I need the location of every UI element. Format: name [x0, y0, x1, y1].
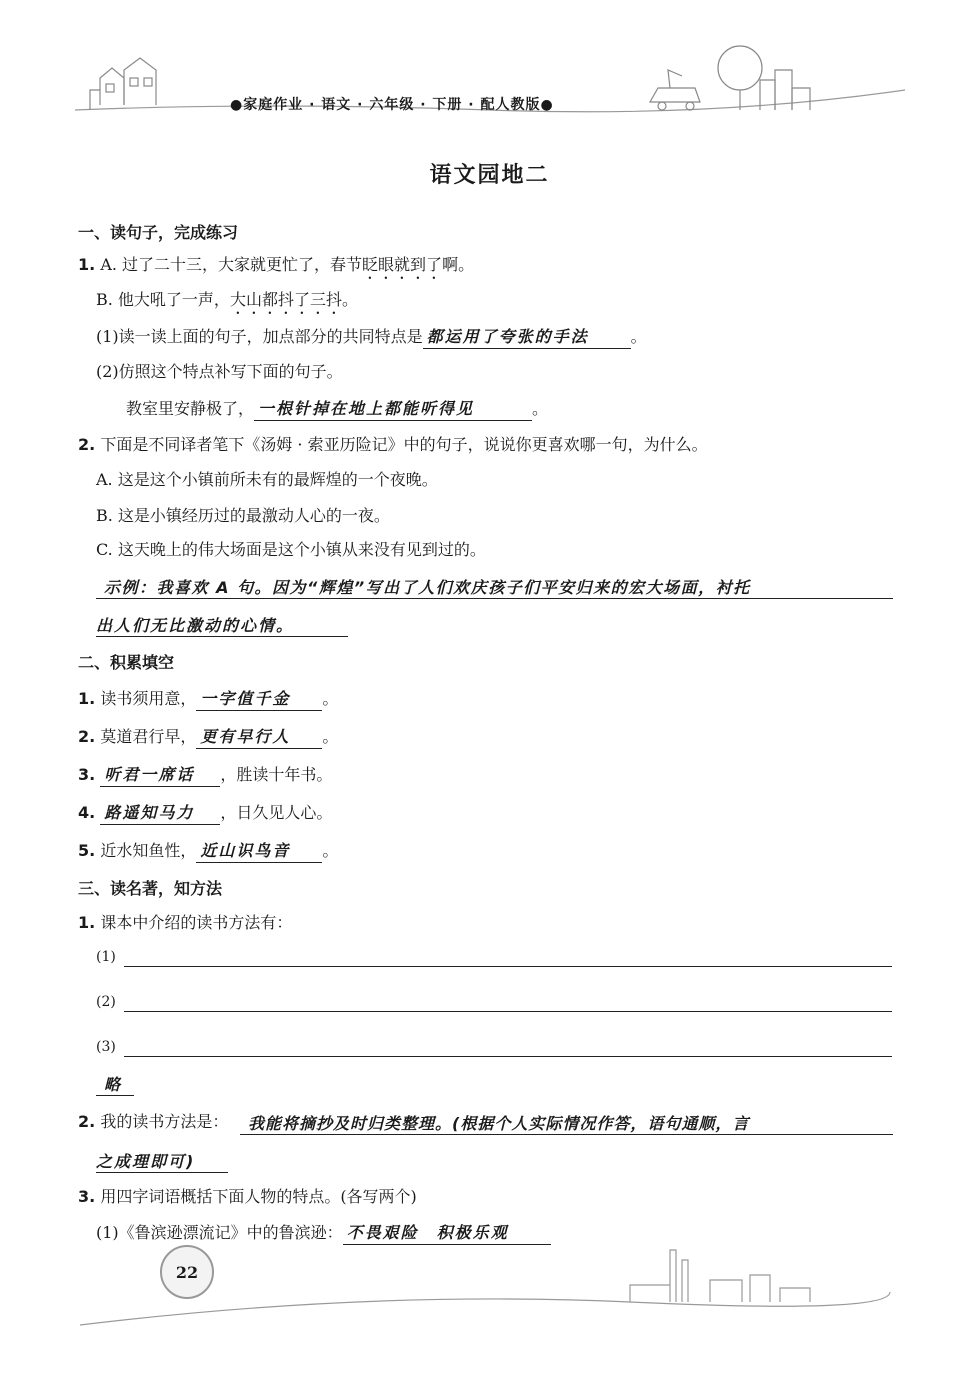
q1-p1-text: (1)读一读上面的句子，加点部分的共同特点是 [96, 327, 423, 346]
s3-q1-blank-2-label: (2) [96, 994, 116, 1010]
s2-item-1 [78, 688, 338, 711]
s3-q2-answer-line-1[interactable]: 我能将摘抄及时归类整理。(根据个人实际情况作答，语句通顺，言 [240, 1111, 893, 1135]
s3-q3-p1-answer[interactable]: 不畏艰险 积极乐观 [343, 1222, 551, 1245]
s2-item-3-answer[interactable]: 听君一席话 [100, 764, 220, 787]
s3-q1-blank-3[interactable] [124, 1056, 892, 1057]
s2-item-3-number: 3. [78, 765, 96, 784]
s2-item-1-number: 1. [78, 689, 96, 708]
s3-q2-number: 2. [78, 1112, 96, 1131]
q2-stem [78, 434, 708, 456]
q2-answer-line-1[interactable]: 示例：我喜欢 A 句。因为“辉煌”写出了人们欢庆孩子们平安归来的宏大场面，衬托 [96, 575, 893, 599]
q1-p2b-answer[interactable]: 一根针掉在地上都能听得见 [254, 398, 532, 421]
q1-b-end: 。 [341, 290, 358, 309]
q1-part2: (2)仿照这个特点补写下面的句子。 [96, 362, 343, 381]
q1-a-end: 啊。 [442, 255, 475, 274]
s3-q3-p1-text: (1)《鲁滨逊漂流记》中的鲁滨逊： [96, 1223, 343, 1242]
section-3-heading: 三、读名著，知方法 [78, 879, 223, 898]
q2-answer-line-2[interactable]: 出人们无比激动的心情。 [96, 613, 348, 637]
s2-item-1-answer[interactable]: 一字值千金 [196, 688, 322, 711]
s2-item-5-number: 5. [78, 841, 96, 860]
s2-item-1-text: 读书须用意， [100, 689, 197, 708]
q1-line-b [96, 289, 358, 318]
s3-q1-blank-3-label: (3) [96, 1039, 116, 1055]
s2-item-3 [78, 764, 332, 787]
s3-q2-answer-line-2[interactable]: 之成理即可) [96, 1149, 228, 1173]
s2-item-2-number: 2. [78, 727, 96, 746]
s3-q1-number: 1. [78, 913, 96, 932]
s2-item-4-answer[interactable]: 路遥知马力 [100, 802, 220, 825]
s2-item-2-text: 莫道君行早， [100, 727, 197, 746]
s2-item-5-text: 近水知鱼性， [100, 841, 197, 860]
q1-p2b-text: 教室里安静极了， [126, 399, 255, 418]
s3-q3-number: 3. [78, 1187, 96, 1206]
s3-q2-stem [78, 1111, 228, 1133]
q1-b-dotted: 大山都抖了三抖 [229, 290, 342, 309]
s2-item-3-end: ，胜读十年书。 [220, 765, 333, 784]
q1-p1-end: 。 [630, 327, 647, 346]
s3-q3-text: 用四字词语概括下面人物的特点。(各写两个) [100, 1187, 417, 1206]
q1-b-text: B. 他大吼了一声， [96, 290, 230, 309]
s3-q1-answer[interactable]: 略 [96, 1072, 134, 1096]
s2-item-2-answer[interactable]: 更有早行人 [196, 726, 322, 749]
s3-q1-blank-2[interactable] [124, 1011, 892, 1012]
s2-item-2 [78, 726, 338, 749]
q1-part1 [96, 326, 647, 349]
q1-a-text: A. 过了二十三，大家就更忙了，春节 [100, 255, 363, 274]
q1-p2b-end: 。 [532, 399, 549, 418]
s3-q2-text: 我的读书方法是： [100, 1112, 229, 1131]
s2-item-4-number: 4. [78, 803, 96, 822]
header-text: ●家庭作业 · 语文 · 六年级 · 下册 · 配人教版● [230, 97, 554, 113]
page-title: 语文园地二 [429, 163, 550, 188]
s2-item-4 [78, 802, 332, 825]
q1-a-dotted: 眨眼就到了 [362, 255, 443, 274]
s2-item-5-answer[interactable]: 近山识鸟音 [196, 840, 322, 863]
q2-number: 2. [78, 435, 96, 454]
s3-q3-stem [78, 1186, 417, 1208]
page-number: 22 [160, 1245, 214, 1299]
section-1-heading: 一、读句子，完成练习 [78, 223, 239, 242]
s3-q1-blank-1-label: (1) [96, 949, 116, 965]
s3-q1-blank-1[interactable] [124, 966, 892, 967]
s2-item-5-end: 。 [322, 841, 339, 860]
s3-q1-text: 课本中介绍的读书方法有： [100, 913, 293, 932]
s2-item-4-end: ，日久见人心。 [220, 803, 333, 822]
q1-line-a [78, 254, 474, 283]
s2-item-2-end: 。 [322, 727, 339, 746]
q2-option-a: A. 这是这个小镇前所未有的最辉煌的一个夜晚。 [96, 470, 438, 489]
q1-number: 1. [78, 255, 96, 274]
q2-option-c: C. 这天晚上的伟大场面是这个小镇从来没有见到过的。 [96, 540, 486, 559]
s3-q1-stem [78, 912, 292, 934]
q1-part2-sentence [126, 398, 548, 421]
s2-item-1-end: 。 [322, 689, 339, 708]
s2-item-5 [78, 840, 338, 863]
q2-stem-text: 下面是不同译者笔下《汤姆 · 索亚历险记》中的句子，说说你更喜欢哪一句，为什么。 [100, 435, 708, 454]
q1-p1-answer[interactable]: 都运用了夸张的手法 [423, 326, 631, 349]
section-2-heading: 二、积累填空 [78, 653, 175, 672]
q2-option-b: B. 这是小镇经历过的最激动人心的一夜。 [96, 506, 390, 525]
